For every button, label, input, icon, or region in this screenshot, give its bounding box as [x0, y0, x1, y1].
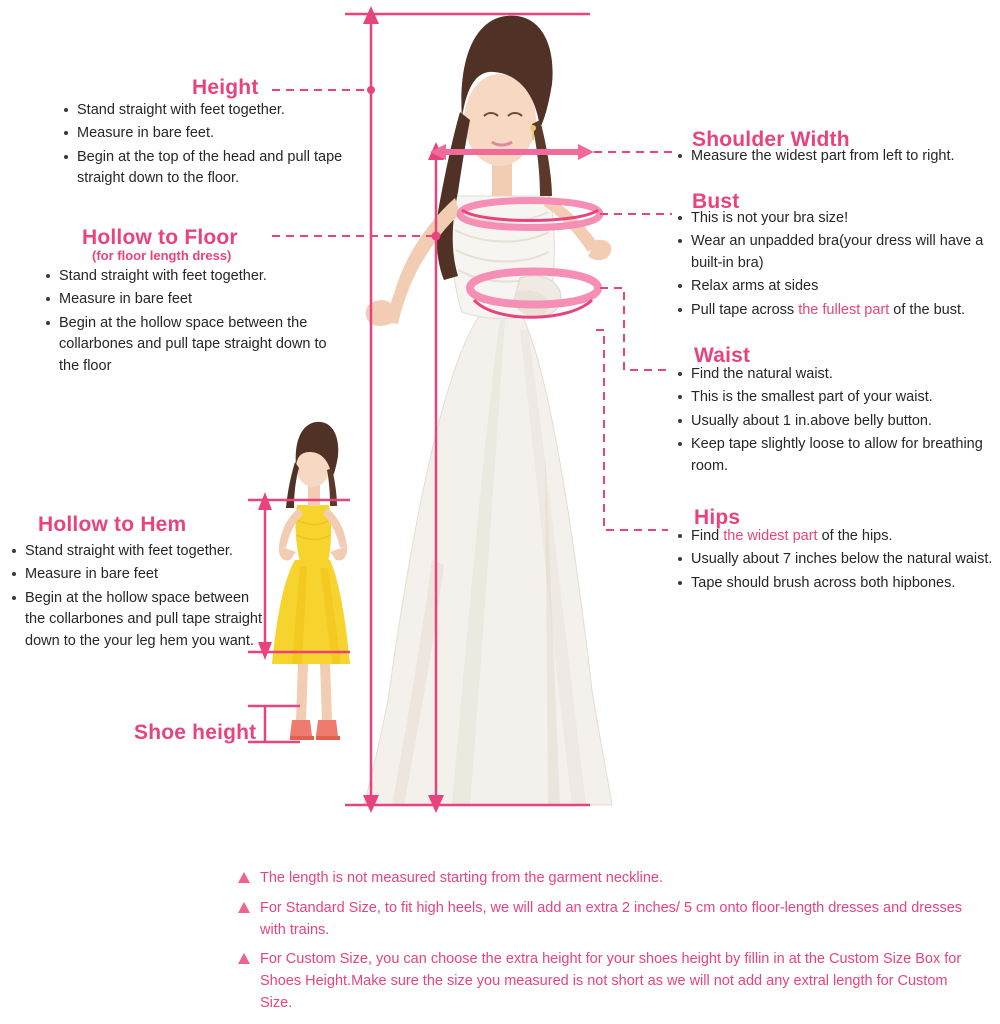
warning-triangle-icon	[238, 902, 250, 913]
height-heading: Height	[192, 76, 259, 99]
shoulder-width-heading: Shoulder Width	[692, 128, 850, 151]
shoe-height-heading: Shoe height	[134, 721, 257, 744]
list-item: Measure in bare feet	[44, 289, 340, 310]
bust-text-after: of the bust.	[889, 301, 966, 318]
list-item: This is the smallest part of your waist.	[676, 387, 994, 408]
list-item: Usually about 7 inches below the natural waist.	[676, 549, 994, 570]
hollow-to-floor-items	[44, 266, 340, 379]
hollow-to-hem-items	[10, 541, 262, 654]
footer-note	[238, 949, 978, 1014]
bust-items	[676, 208, 994, 323]
waist-items	[676, 364, 994, 479]
list-item: Wear an unpadded bra(your dress will have a built-in bra)	[676, 231, 994, 274]
list-item: Keep tape slightly loose to allow for breathing room.	[676, 434, 994, 477]
warning-triangle-icon	[238, 953, 250, 964]
list-item: Begin at the hollow space between the collarbones and pull tape straight down to the your leg hem you want.	[10, 588, 262, 652]
footer-note-text: For Custom Size, you can choose the extra height for your shoes height by fillin in at the Custom Size Box for Shoes Height.Make sure the size you measured is not short as we will not add any extral length for Custom Size.	[260, 951, 962, 1011]
shoulder-width-items	[676, 146, 996, 169]
list-item: Tape should brush across both hipbones.	[676, 573, 994, 594]
list-item: Measure the widest part from left to right.	[676, 146, 996, 167]
height-items	[62, 100, 352, 192]
list-item: Relax arms at sides	[676, 276, 994, 297]
list-item: This is not your bra size!	[676, 208, 994, 229]
hips-text-highlight: the widest part	[723, 528, 818, 544]
hollow-to-floor-heading: Hollow to Floor	[82, 226, 238, 249]
tall-model-figure	[364, 16, 612, 805]
footer-notes	[238, 868, 978, 1023]
hips-text-before: Find	[691, 528, 724, 544]
list-item: Stand straight with feet together.	[62, 100, 352, 121]
list-item-bust-fullest	[676, 300, 994, 321]
list-item-hips-widest	[676, 526, 994, 547]
bust-text-before: Pull tape across	[691, 301, 799, 318]
hips-heading: Hips	[694, 506, 741, 529]
footer-note-text: The length is not measured starting from the garment neckline.	[260, 870, 663, 886]
footer-note-text: For Standard Size, to fit high heels, we will add an extra 2 inches/ 5 cm onto floor-length dresses and dresses with trains.	[260, 899, 963, 938]
short-dress-model-figure	[272, 422, 350, 740]
list-item: Begin at the hollow space between the collarbones and pull tape straight down to the floor	[44, 313, 340, 377]
hips-items	[676, 526, 994, 596]
hips-text-after: of the hips.	[817, 528, 893, 544]
waist-heading: Waist	[694, 344, 751, 367]
list-item: Usually about 1 in.above belly button.	[676, 411, 994, 432]
warning-triangle-icon	[238, 872, 250, 883]
hollow-to-floor-subheading: (for floor length dress)	[92, 248, 232, 263]
hollow-to-hem-heading: Hollow to Hem	[38, 513, 187, 536]
list-item: Begin at the top of the head and pull tape straight down to the floor.	[62, 147, 352, 190]
bust-heading: Bust	[692, 190, 740, 213]
list-item: Stand straight with feet together.	[10, 541, 262, 562]
list-item: Stand straight with feet together.	[44, 266, 340, 287]
bust-text-highlight: the fullest part	[798, 301, 890, 318]
footer-note	[238, 898, 978, 942]
list-item: Measure in bare feet	[10, 564, 262, 585]
list-item: Measure in bare feet.	[62, 123, 352, 144]
list-item: Find the natural waist.	[676, 364, 994, 385]
footer-note	[238, 868, 978, 890]
